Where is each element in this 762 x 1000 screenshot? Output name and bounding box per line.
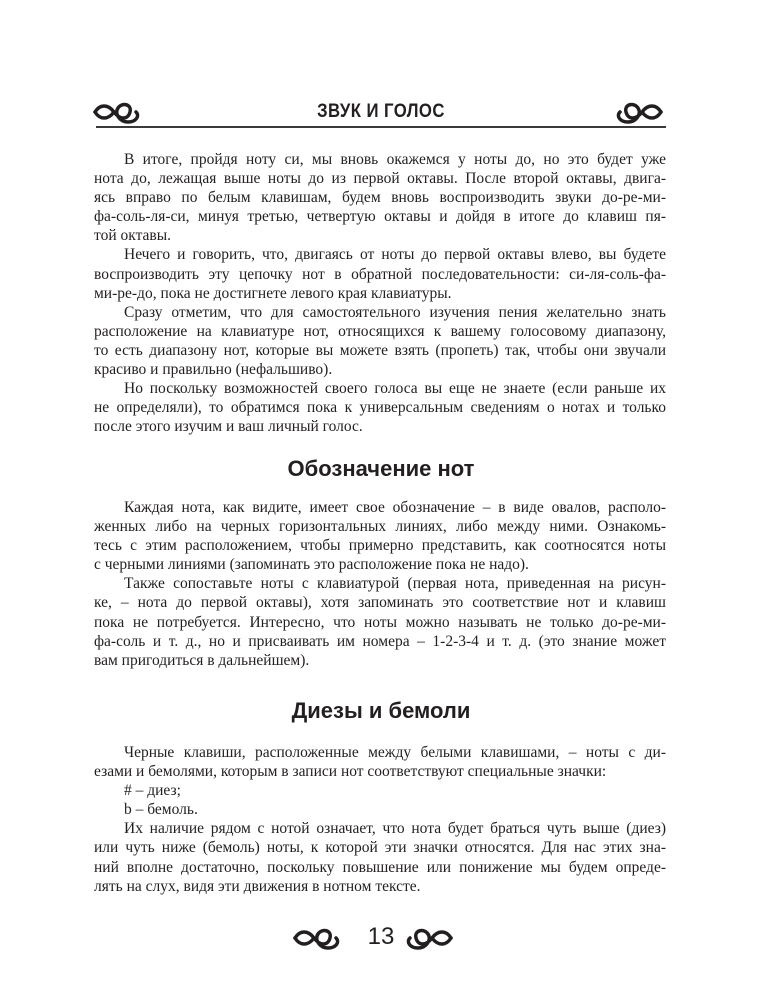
paragraph-line: b – бемоль.: [124, 801, 198, 819]
heading-note-notation: Обозначение нот: [287, 456, 475, 481]
paragraph-line: Каждая нота, как видите, имеет свое обозначение – в виде овалов, располо-: [124, 499, 666, 516]
paragraph-line: то есть диапазону нот, которые вы можете взять (пропеть) так, чтобы они звучали: [94, 341, 666, 359]
page-number: 13: [367, 923, 395, 950]
paragraph-line: ясь вправо по белым клавишам, будем вновь воспроизводить звуки до-ре-ми-: [94, 189, 666, 207]
paragraph-line: фа-соль-ля-си, минуя третью, четвертую октавы и дойдя в итоге до клавиш пя-: [94, 208, 666, 226]
paragraph-line: вам пригодиться в дальнейшем).: [94, 651, 310, 669]
paragraph-line: ний вполне достаточно, поскольку повышение или понижение мы будем опреде-: [94, 858, 666, 876]
paragraph-line: лять на слух, видя эти движения в нотном тексте.: [94, 877, 421, 895]
paragraph-line: красиво и правильно (нефальшиво).: [94, 361, 333, 379]
section-intro: [94, 150, 666, 436]
paragraph-line: тесь с этим расположением, чтобы примерно представить, как соотносятся ноты: [94, 537, 666, 555]
paragraph-line: Но поскольку возможностей своего голоса вы еще не знаете (если раньше их: [124, 380, 666, 398]
paragraph-line: после этого изучим и ваш личный голос.: [94, 418, 363, 436]
paragraph-line: Также сопоставьте ноты с клавиатурой (первая нота, приведенная на рисун-: [124, 575, 666, 593]
paragraph-line: ми-ре-до, пока не достигнете левого края клавиатуры.: [94, 284, 452, 302]
heading-sharps-flats: Диезы и бемоли: [291, 698, 471, 723]
section-sharps-flats: [94, 743, 666, 896]
paragraph-line: ке, – нота до первой октавы), хотя запоминать это соответствие нот и клавиш: [94, 594, 666, 612]
paragraph-line: не определяли), то обратимся пока к универсальным сведениям о нотах и только: [94, 399, 666, 417]
ornament-footer-right-icon: [402, 926, 454, 950]
paragraph-line: езами и бемолями, которым в записи нот соответствуют специальные значки:: [94, 763, 607, 781]
paragraph-line: Черные клавиши, расположенные между белыми клавишами, – ноты с ди-: [124, 744, 666, 761]
paragraph-line: женных либо на черных горизонтальных линиях, либо между ними. Ознакомь-: [94, 518, 666, 536]
paragraph-line: пока не потребуется. Интересно, что ноты можно называть не только до-ре-ми-: [94, 613, 666, 631]
paragraph-line: с черными линиями (запоминать это расположение пока не надо).: [94, 556, 529, 574]
paragraph-line: нота до, лежащая выше ноты до из первой октавы. После второй октавы, двига-: [94, 170, 666, 188]
paragraph-line: Нечего и говорить, что, двигаясь от ноты до первой октавы влево, вы будете: [124, 246, 666, 264]
paragraph-line: Их наличие рядом с нотой означает, что нота будет браться чуть выше (диез): [124, 820, 666, 838]
paragraph-line: В итоге, пройдя ноту си, мы вновь окажемся у ноты до, но это будет уже: [124, 151, 666, 168]
paragraph-line: фа-соль и т. д., но и присваивать им номера – 1-2-3-4 и т. д. (это знание может: [94, 632, 666, 650]
running-header-title: ЗВУК И ГОЛОС: [317, 101, 445, 122]
paragraph-line: Сразу отметим, что для самостоятельного изучения пения желательно знать: [124, 303, 666, 321]
paragraph-line: расположение на клавиатуре нот, относящихся к вашему голосовому диапазону,: [94, 322, 666, 340]
header-rule: [96, 126, 666, 128]
paragraph-line: или чуть ниже (бемоль) ноты, к которой эти значки относятся. Для нас этих зна-: [94, 839, 666, 857]
paragraph-line: той октавы.: [94, 227, 172, 245]
paragraph-line: воспроизводить эту цепочку нот в обратной последовательности: си-ля-соль-фа-: [94, 265, 666, 283]
section-note-notation: [94, 498, 666, 670]
paragraph-line: # – диез;: [124, 782, 181, 800]
